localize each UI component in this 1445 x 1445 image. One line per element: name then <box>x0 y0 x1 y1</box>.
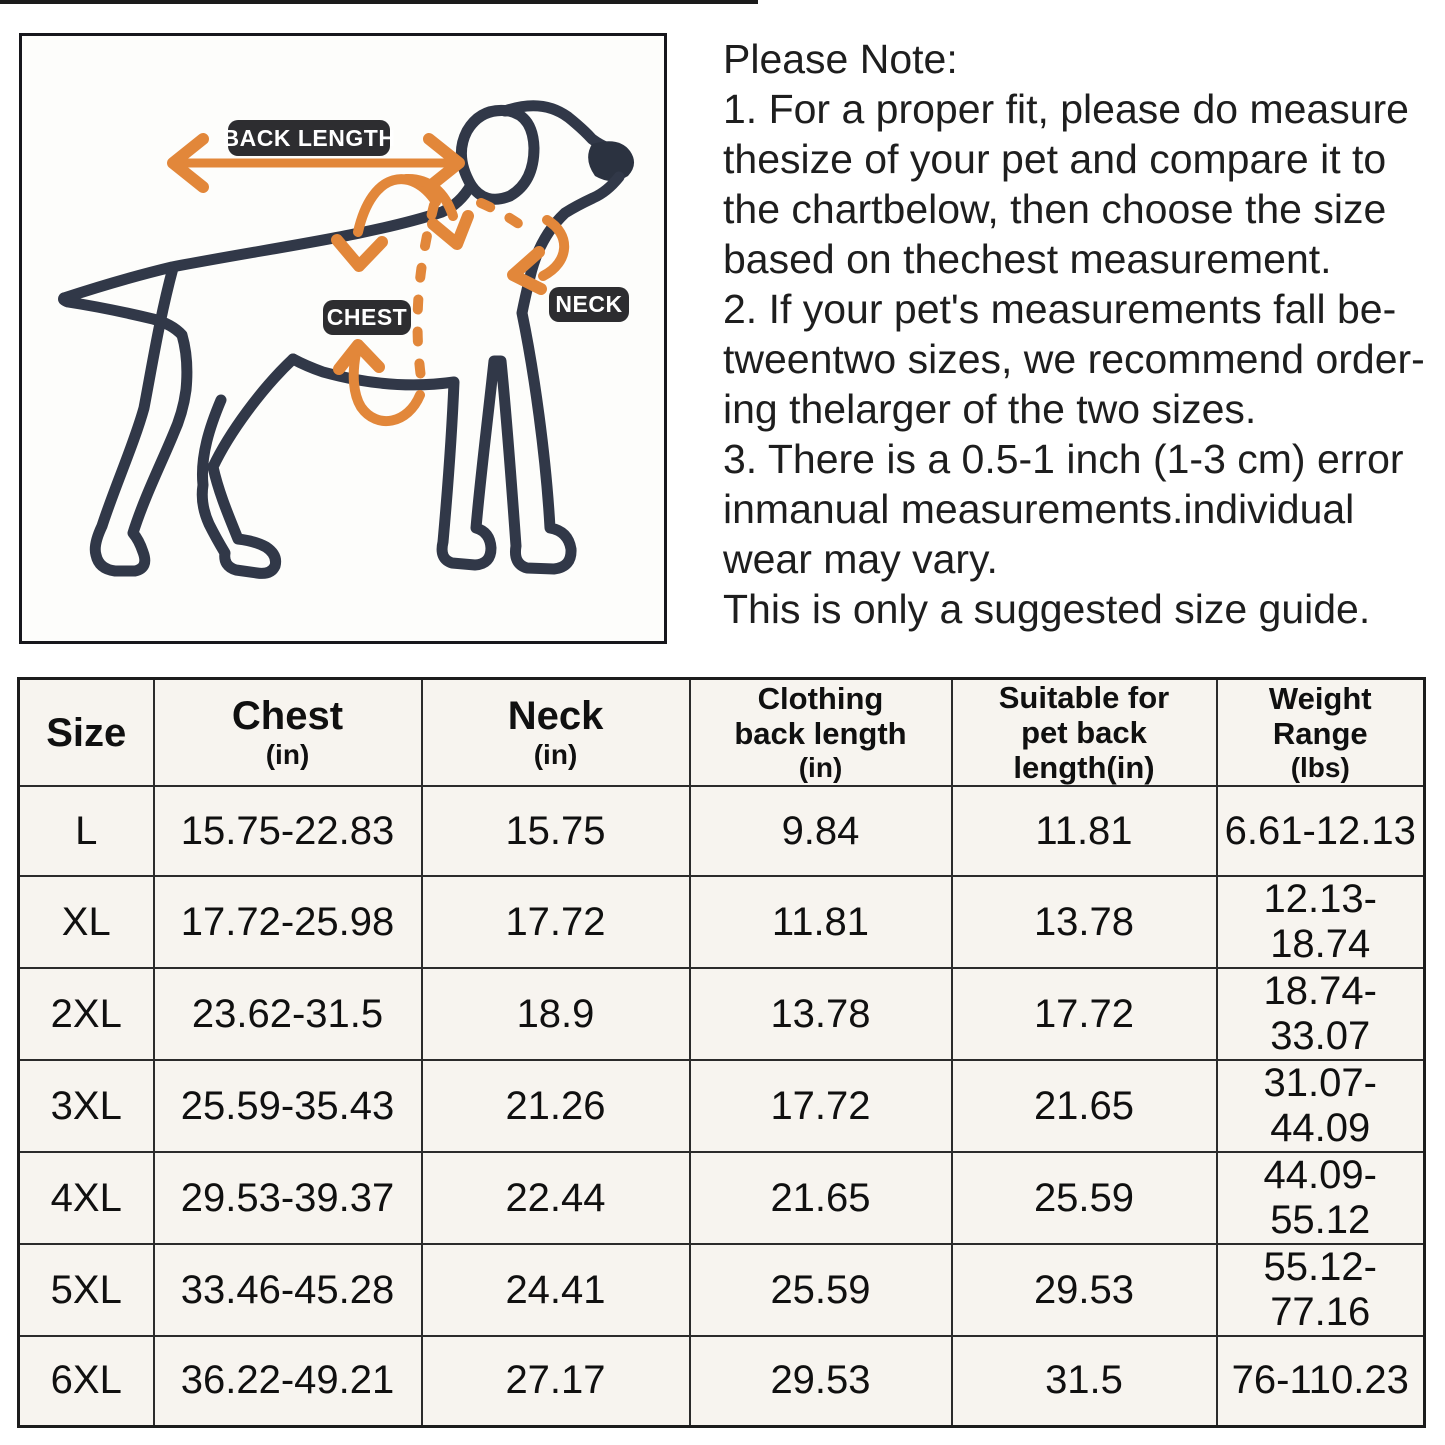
chest-badge-label: CHEST <box>326 304 408 330</box>
table-row <box>19 1244 1425 1336</box>
cell-clothing-back-length: 13.78 <box>690 968 952 1060</box>
cell-clothing-back-length: 9.84 <box>690 786 952 876</box>
table-row <box>19 786 1425 876</box>
column-header-neck: Neck (in) <box>422 679 690 787</box>
cell-size: 3XL <box>19 1060 154 1152</box>
cell-pet-back-length: 11.81 <box>952 786 1217 876</box>
cell-size: 6XL <box>19 1336 154 1426</box>
note-line: This is only a suggested size guide. <box>723 586 1371 632</box>
cell-chest: 15.75-22.83 <box>154 786 422 876</box>
dog-measurement-diagram-box <box>19 33 667 644</box>
note-line: the chartbelow, then choose the size <box>723 186 1387 232</box>
cell-size: 5XL <box>19 1244 154 1336</box>
cell-chest: 29.53-39.37 <box>154 1152 422 1244</box>
cell-chest: 36.22-49.21 <box>154 1336 422 1426</box>
table-row <box>19 876 1425 968</box>
cell-neck: 17.72 <box>422 876 690 968</box>
chest-badge <box>323 300 411 335</box>
cell-pet-back-length: 31.5 <box>952 1336 1217 1426</box>
cell-weight-range: 6.61-12.13 <box>1217 786 1425 876</box>
note-line: ing thelarger of the two sizes. <box>723 386 1257 432</box>
neck-dashed-line <box>481 203 523 227</box>
cell-weight-range: 76-110.23 <box>1217 1336 1425 1426</box>
note-line: 3. There is a 0.5-1 inch (1-3 cm) error <box>723 436 1404 482</box>
column-header-pet-back-length: Suitable for pet back length(in) <box>952 679 1217 787</box>
cell-clothing-back-length: 21.65 <box>690 1152 952 1244</box>
cell-pet-back-length: 25.59 <box>952 1152 1217 1244</box>
cell-weight-range: 55.12-77.16 <box>1217 1244 1425 1336</box>
chest-dashed-line <box>418 205 434 385</box>
cell-clothing-back-length: 25.59 <box>690 1244 952 1336</box>
cell-pet-back-length: 21.65 <box>952 1060 1217 1152</box>
table-row <box>19 1336 1425 1426</box>
cell-chest: 25.59-35.43 <box>154 1060 422 1152</box>
column-header-chest: Chest (in) <box>154 679 422 787</box>
cell-weight-range: 31.07-44.09 <box>1217 1060 1425 1152</box>
neck-badge <box>549 287 629 322</box>
dog-near-hind-leg-path <box>202 359 293 573</box>
column-header-clothing-back-length: Clothing back length (in) <box>690 679 952 787</box>
note-section <box>723 34 1435 634</box>
dog-far-hind-leg-tail-path <box>64 268 187 571</box>
cell-chest: 33.46-45.28 <box>154 1244 422 1336</box>
cell-size: XL <box>19 876 154 968</box>
cell-pet-back-length: 17.72 <box>952 968 1217 1060</box>
cell-size: 2XL <box>19 968 154 1060</box>
cell-neck: 27.17 <box>422 1336 690 1426</box>
back-length-badge-label: BACK LENGTH <box>222 125 396 151</box>
cell-chest: 17.72-25.98 <box>154 876 422 968</box>
cell-clothing-back-length: 29.53 <box>690 1336 952 1426</box>
note-line: inmanual measurements.individual <box>723 486 1355 532</box>
cell-clothing-back-length: 11.81 <box>690 876 952 968</box>
cell-size: L <box>19 786 154 876</box>
table-row <box>19 1152 1425 1244</box>
neck-badge-label: NECK <box>555 291 623 317</box>
note-line: thesize of your pet and compare it to <box>723 136 1387 182</box>
cell-weight-range: 18.74-33.07 <box>1217 968 1425 1060</box>
table-row <box>19 1060 1425 1152</box>
header-row <box>19 679 1425 787</box>
top-edge-line <box>0 0 758 4</box>
note-line: 2. If your pet's measurements fall be- <box>723 286 1397 332</box>
cell-neck: 18.9 <box>422 968 690 1060</box>
dog-nose-icon <box>588 141 634 181</box>
dog-illustration <box>22 36 664 641</box>
dog-ear-path <box>461 110 534 199</box>
column-header-size: Size <box>19 679 154 787</box>
cell-weight-range: 12.13-18.74 <box>1217 876 1425 968</box>
cell-neck: 21.26 <box>422 1060 690 1152</box>
size-chart-table <box>17 677 1426 1428</box>
cell-neck: 22.44 <box>422 1152 690 1244</box>
note-line: 1. For a proper fit, please do measure <box>723 86 1409 132</box>
note-line: based on thechest measurement. <box>723 236 1332 282</box>
column-header-weight-range: Weight Range (lbs) <box>1217 679 1425 787</box>
dog-head-top-path <box>505 106 610 149</box>
cell-size: 4XL <box>19 1152 154 1244</box>
dog-tail-back-neck-path <box>64 185 471 298</box>
note-line: wear may vary. <box>723 536 998 582</box>
cell-pet-back-length: 13.78 <box>952 876 1217 968</box>
cell-weight-range: 44.09-55.12 <box>1217 1152 1425 1244</box>
table-row <box>19 968 1425 1060</box>
withers-arrowhead-icon <box>337 240 382 266</box>
cell-clothing-back-length: 17.72 <box>690 1060 952 1152</box>
note-line: tweentwo sizes, we recommend order- <box>723 336 1425 382</box>
note-title: Please Note: <box>723 36 958 82</box>
cell-neck: 15.75 <box>422 786 690 876</box>
cell-pet-back-length: 29.53 <box>952 1244 1217 1336</box>
back-length-badge <box>223 120 396 156</box>
cell-chest: 23.62-31.5 <box>154 968 422 1060</box>
cell-neck: 24.41 <box>422 1244 690 1336</box>
